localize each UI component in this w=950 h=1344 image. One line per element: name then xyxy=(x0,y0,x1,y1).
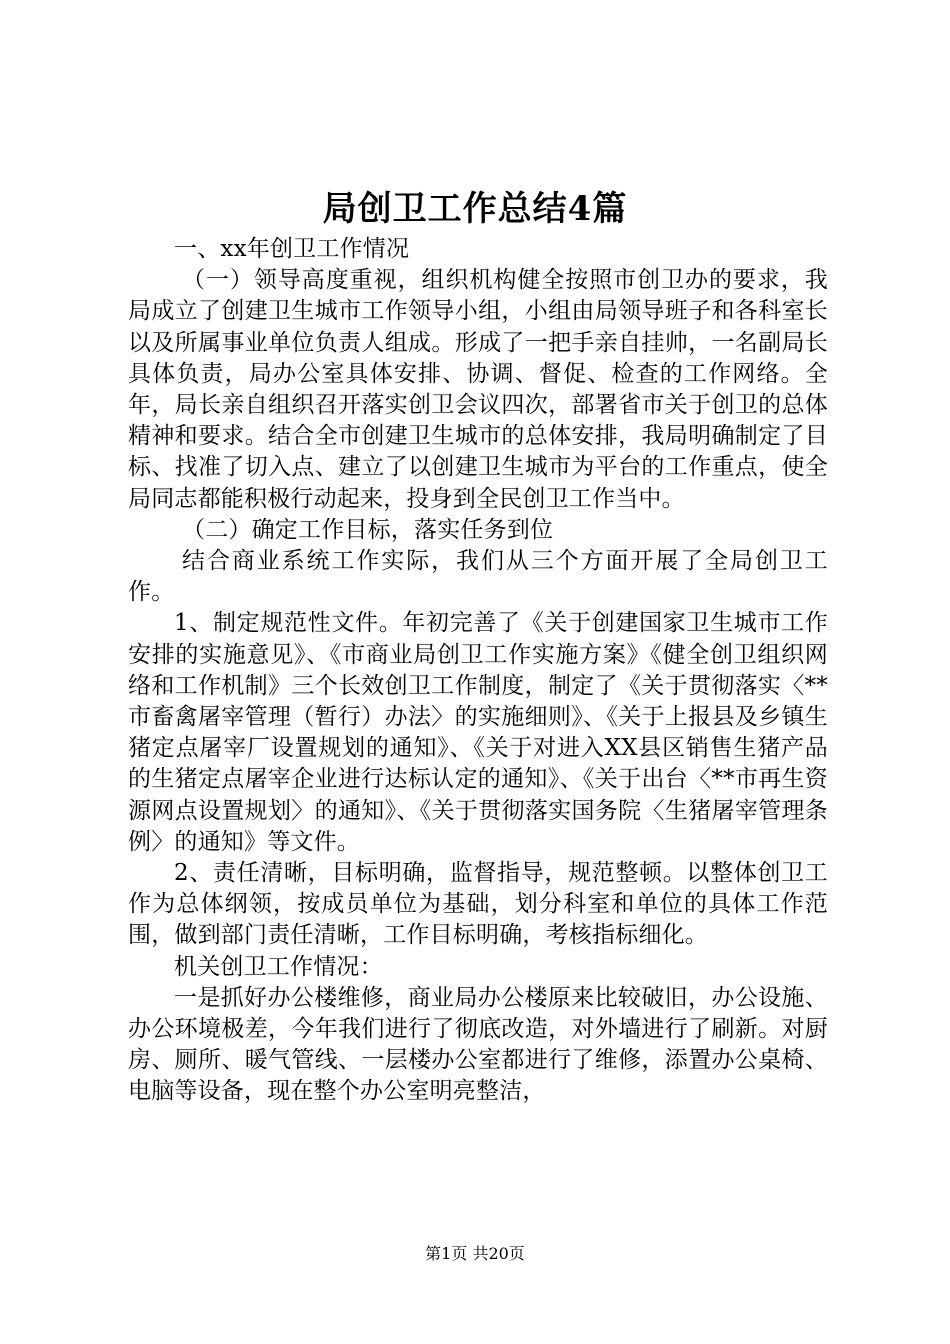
paragraph-regulations: 1、制定规范性文件。年初完善了《关于创建国家卫生城市工作安排的实施意见》、《市商业局创卫工作实施方案》《健全创卫组织网络和工作机制》三个长效创卫工作制度，制定了《关于贯彻落实〈**市畜禽屠宰管理（暂行）办法〉的实施细则》、《关于上报县及乡镇生猪定点屠宰厂设置规划的通知》、《关于对进入XX县区销售生猪产品的生猪定点屠宰企业进行达标认定的通知》、《关于出台〈**市再生资源网点设置规划〉的通知》、《关于贯彻落实国务院〈生猪屠宰管理条例〉的通知》等文件。 xyxy=(128,610,828,855)
document-title: 局创卫工作总结4篇 xyxy=(322,189,628,229)
paragraph-work-aspects: 结合商业系统工作实际，我们从三个方面开展了全局创卫工作。 xyxy=(128,548,828,606)
subsection-heading: （二）确定工作目标，落实任务到位 xyxy=(182,516,554,543)
paragraph-office-heading: 机关创卫工作情况： xyxy=(174,953,383,980)
document-body xyxy=(128,234,828,1108)
paragraph-leadership: （一）领导高度重视，组织机构健全按照市创卫办的要求，我局成立了创建卫生城市工作领导小组，小组由局领导班子和各科室长以及所属事业单位负责人组成。形成了一把手亲自挂帅，一名副局长具体负责，局办公室具体安排、协调、督促、检查的工作网络。全年，局长亲自组织召开落实创卫会议四次，部署省市关于创卫的总体精神和要求。结合全市创建卫生城市的总体安排，我局明确制定了目标、找准了切入点、建立了以创建卫生城市为平台的工作重点，使全局同志都能积极行动起来，投身到全民创卫工作当中。 xyxy=(128,267,828,512)
section-heading: 一、xx年创卫工作情况 xyxy=(174,236,410,262)
page-footer: 第1页 共20页 xyxy=(425,1244,525,1263)
paragraph-responsibility: 2、责任清晰，目标明确，监督指导，规范整顿。以整体创卫工作为总体纲领，按成员单位为基础，划分科室和单位的具体工作范围，做到部门责任清晰，工作目标明确，考核指标细化。 xyxy=(128,860,828,949)
paragraph-office-renovation: 一是抓好办公楼维修，商业局办公楼原来比较破旧，办公设施、办公环境极差，今年我们进行了彻底改造，对外墙进行了刷新。对厨房、厕所、暖气管线、一层楼办公室都进行了维修，添置办公桌椅、电脑等设备，现在整个办公室明亮整洁， xyxy=(128,984,828,1105)
